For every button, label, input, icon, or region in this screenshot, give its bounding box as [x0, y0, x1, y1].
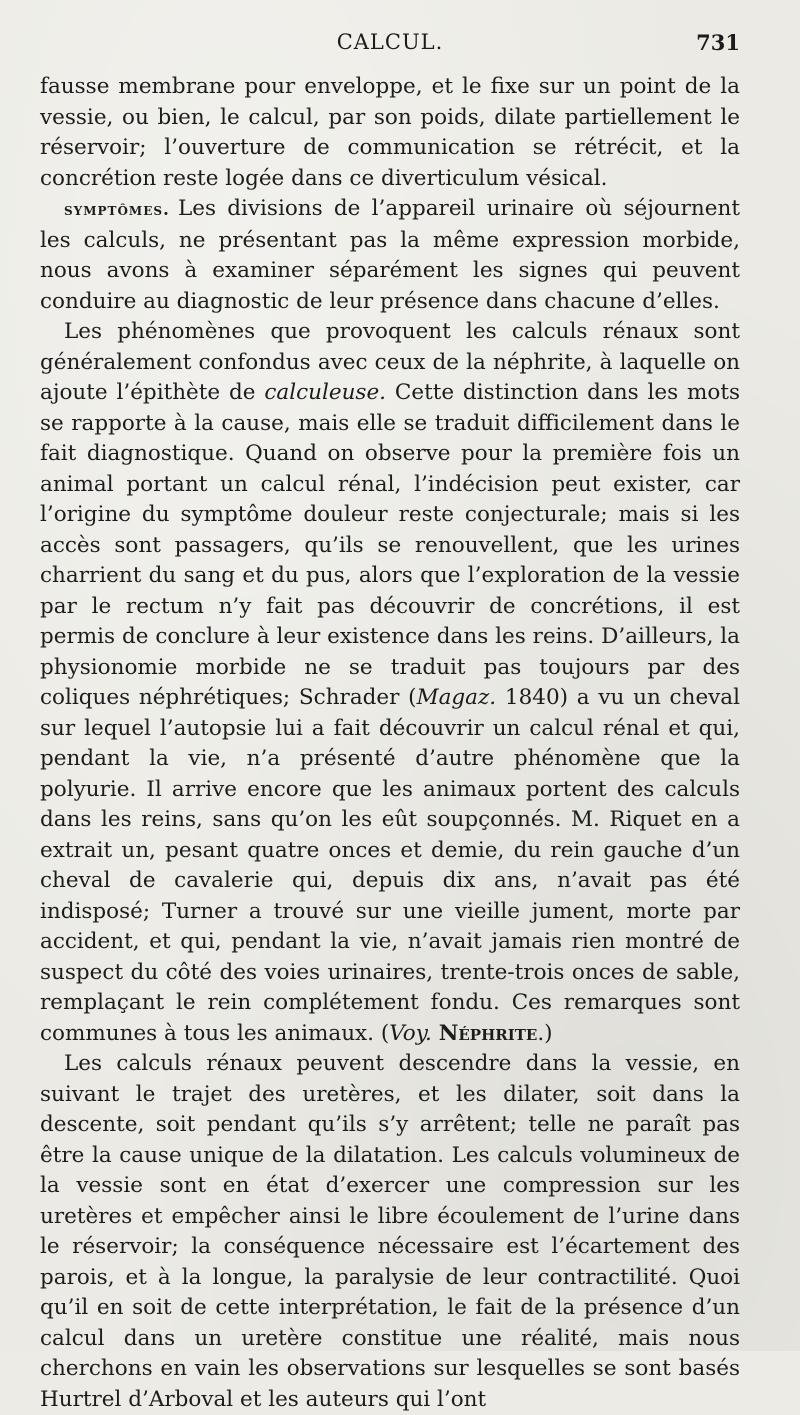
section-heading-symptomes: symptômes. [64, 200, 170, 220]
paragraph-3-text-c: 1840) a vu un cheval sur lequel l’autopsie lui a fait découvrir un calcul rénal et qui, pendant la vie, n’a présenté d’autre phénomène que la polyurie. Il arrive encore que les animaux portent des calculs dans les reins, sans qu’on les eût soupçonnés. M. Riquet en a extrait un, pesant quatre onces et demie, du rein gauche d’un cheval de cavalerie qui, depuis dix ans, n’avait pas été indisposé; Turner a trouvé sur une vieille jument, morte par accident, et qui, pendant la vie, n’avait jamais rien montré de suspect du côté des voies urinaires, trente-trois onces de sable, remplaçant le rein complétement fondu. Ces remarques sont communes à tous les animaux. ( [40, 685, 741, 1046]
running-title: CALCUL. [336, 30, 444, 54]
paragraph-ureteres [40, 1049, 740, 1415]
paragraph-calculs-renaux [40, 317, 740, 1049]
italic-voy: Voy. [389, 1020, 432, 1046]
paragraph-1-text: fausse membrane pour enveloppe, et le fixe sur un point de la vessie, ou bien, le calcul, par son poids, dilate partiellement le réservoir; l’ouverture de communication se rétrécit, et la concrétion reste logée dans ce diverticulum vésical. [40, 74, 740, 191]
italic-magaz: Magaz. [416, 685, 497, 710]
page-body [40, 72, 740, 1415]
paragraph-4-text: Les calculs rénaux peuvent descendre dans la vessie, en suivant le trajet des uretères, et les dilater, soit dans la descente, soit pendant qu’ils s’y arrêtent; telle ne paraît pas être la cause unique de la dilatation. Les calculs volumineux de la vessie sont en état d’exercer une compression sur les uretères et empêcher ainsi le libre écoulement de l’urine dans le réservoir; la conséquence nécessaire est l’écartement des parois, et à la longue, la paralysie de leur contractilité. Quoi qu’il en soit de cette interprétation, le fait de la présence d’un calcul dans un uretère constitue une réalité, mais nous cherchons en vain les observations sur lesquelles se sont basés Hurtrel d’Arboval et les auteurs qui l’ont [40, 1051, 740, 1412]
paragraph-3-text-a: Les phénomènes que provoquent les calculs rénaux sont généralement confondus avec ceux de la néphrite, à laquelle on ajoute l’épithète de [40, 319, 740, 405]
paragraph-3-text-b: Cette distinction dans les mots se rapporte à la cause, mais elle se traduit difficilement dans le fait diagnostique. Quand on observe pour la première fois un animal portant un calcul rénal, l’indécision peut exister, car l’origine du symptôme douleur reste conjecturale; mais si les accès sont passagers, qu’ils se renouvellent, que les urines charrient du sang et du pus, alors que l’exploration de la vessie par le rectum n’y fait pas découvrir de concrétions, il est permis de conclure à leur existence dans les reins. D’ailleurs, la physionomie morbide ne se traduit pas toujours par des coliques néphrétiques; Schrader ( [40, 380, 740, 710]
paragraph-symptomes [40, 194, 740, 317]
paragraph-2-text: Les divisions de l’appareil urinaire où séjournent les calculs, ne présentant pas la même expression morbide, nous avons à examiner séparément les signes qui peuvent conduire au diagnostic de leur présence dans chacune d’elles. [40, 196, 740, 314]
page-number: 731 [696, 30, 740, 55]
page-header [40, 30, 740, 60]
cross-reference-nephrite: Néphrite [438, 1020, 538, 1046]
paragraph-1 [40, 72, 740, 194]
italic-calculeuse: calculeuse. [264, 380, 387, 405]
paragraph-3-text-d: .) [537, 1020, 553, 1046]
